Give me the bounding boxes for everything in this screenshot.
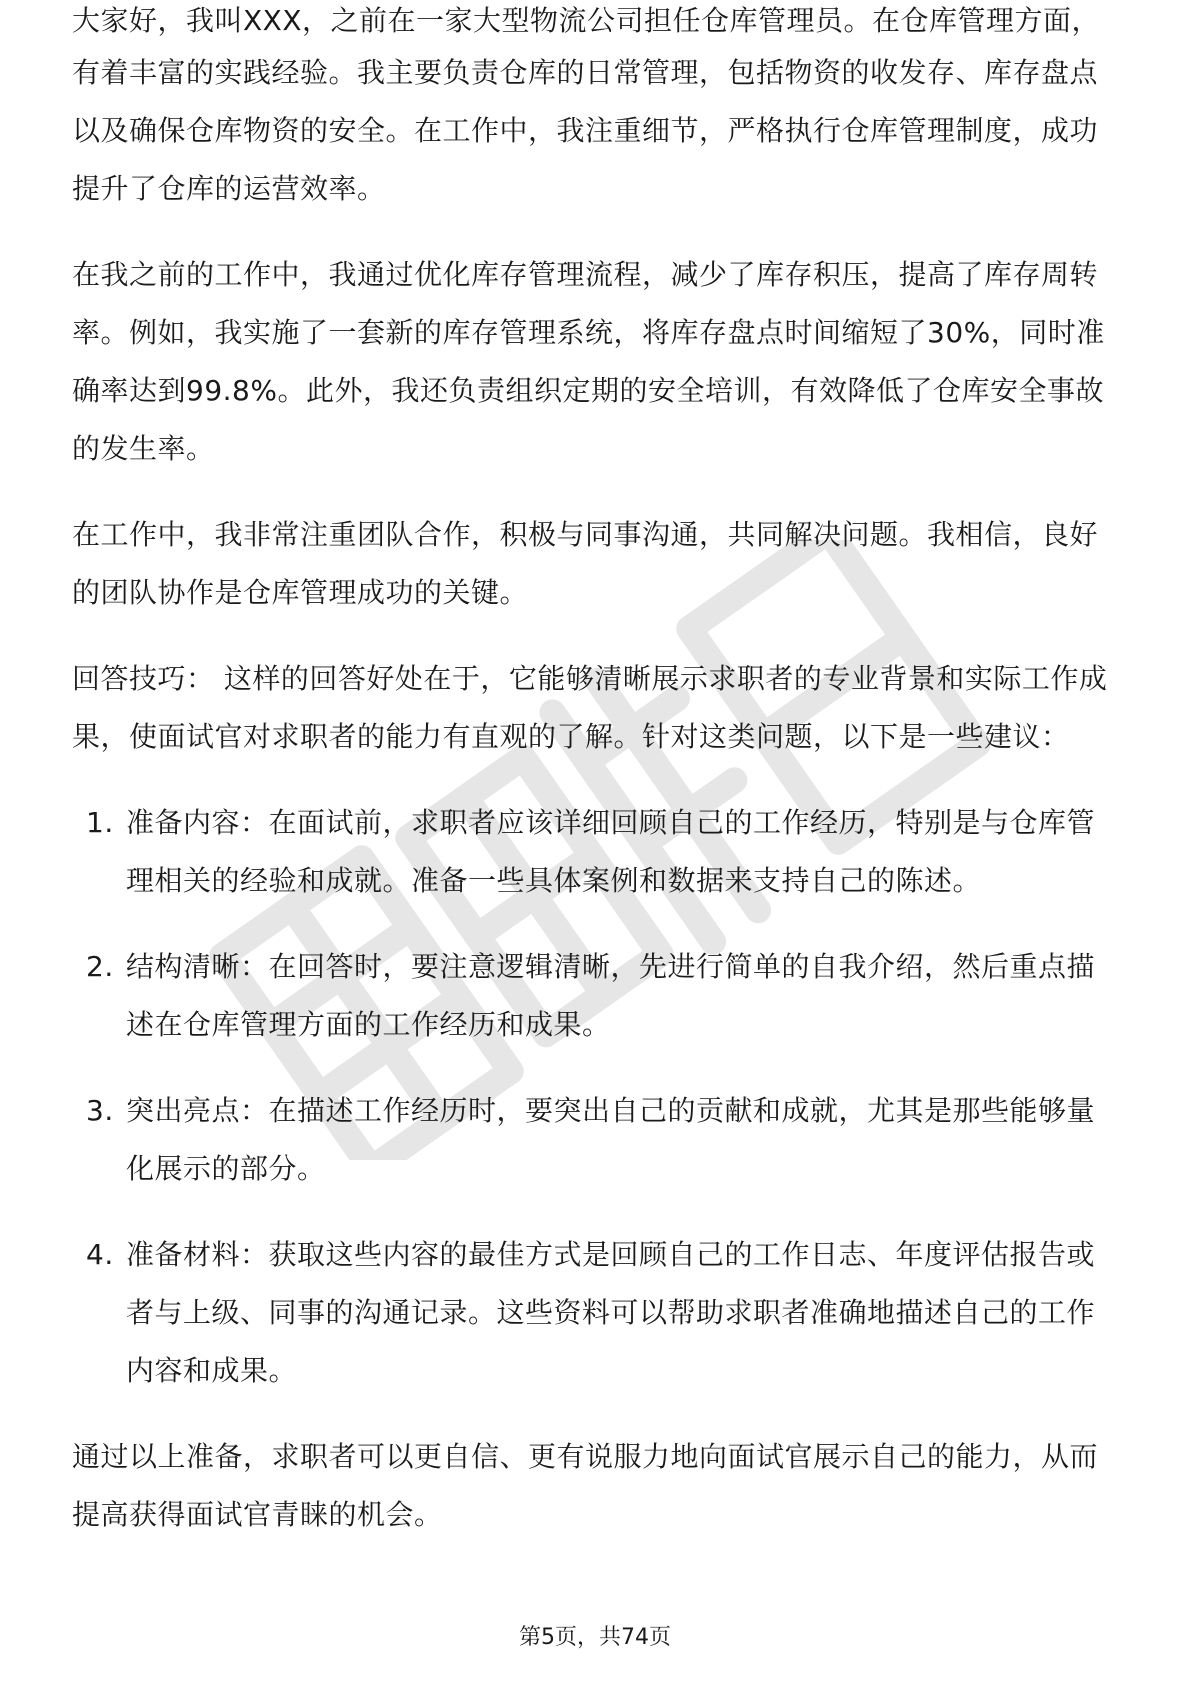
answer-tips-intro: 回答技巧： 这样的回答好处在于，它能够清晰展示求职者的专业背景和实际工作成果，使面试官对求职者的能力有直观的了解。针对这类问题，以下是一些建议：: [72, 662, 1108, 753]
list-number: 2.: [86, 950, 114, 983]
paragraph-1: 有着丰富的实践经验。我主要负责仓库的日常管理，包括物资的收发存、库存盘点以及确保仓库物资的安全。在工作中，我注重细节，严格执行仓库管理制度，成功提升了仓库的运营效率。: [72, 56, 1099, 205]
list-item: [72, 794, 1122, 910]
list-number: 3.: [86, 1094, 114, 1127]
closing-paragraph: 通过以上准备，求职者可以更自信、更有说服力地向面试官展示自己的能力，从而提高获得面试官青睐的机会。: [72, 1440, 1099, 1531]
document-body: [72, 4, 1122, 1572]
list-item: [72, 1082, 1122, 1198]
list-number: 4.: [86, 1238, 114, 1271]
list-item-text: 突出亮点：在描述工作经历时，要突出自己的贡献和成就，尤其是那些能够量化展示的部分。: [126, 1094, 1096, 1185]
list-item-text: 结构清晰：在回答时，要注意逻辑清晰，先进行简单的自我介绍，然后重点描述在仓库管理方面的工作经历和成果。: [126, 950, 1096, 1041]
top-partial-line: 大家好，我叫XXX，之前在一家大型物流公司担任仓库管理员。在仓库管理方面，: [72, 4, 1101, 37]
page-number-footer: 第5页，共74页: [519, 1625, 671, 1650]
paragraph-2: 在我之前的工作中，我通过优化库存管理流程，减少了库存积压，提高了库存周转率。例如，我实施了一套新的库存管理系统，将库存盘点时间缩短了30%，同时准确率达到99.8%。此外，我还负责组织定期的安全培训，有效降低了仓库安全事故的发生率。: [72, 258, 1105, 465]
list-item: [72, 938, 1122, 1054]
tips-list: [72, 794, 1122, 1400]
list-item: [72, 1226, 1122, 1400]
list-item-text: 准备内容：在面试前，求职者应该详细回顾自己的工作经历，特别是与仓库管理相关的经验和成就。准备一些具体案例和数据来支持自己的陈述。: [126, 806, 1096, 897]
list-number: 1.: [86, 806, 114, 839]
list-item-text: 准备材料：获取这些内容的最佳方式是回顾自己的工作日志、年度评估报告或者与上级、同事的沟通记录。这些资料可以帮助求职者准确地描述自己的工作内容和成果。: [126, 1238, 1096, 1387]
paragraph-3: 在工作中，我非常注重团队合作，积极与同事沟通，共同解决问题。我相信，良好的团队协作是仓库管理成功的关键。: [72, 518, 1099, 609]
